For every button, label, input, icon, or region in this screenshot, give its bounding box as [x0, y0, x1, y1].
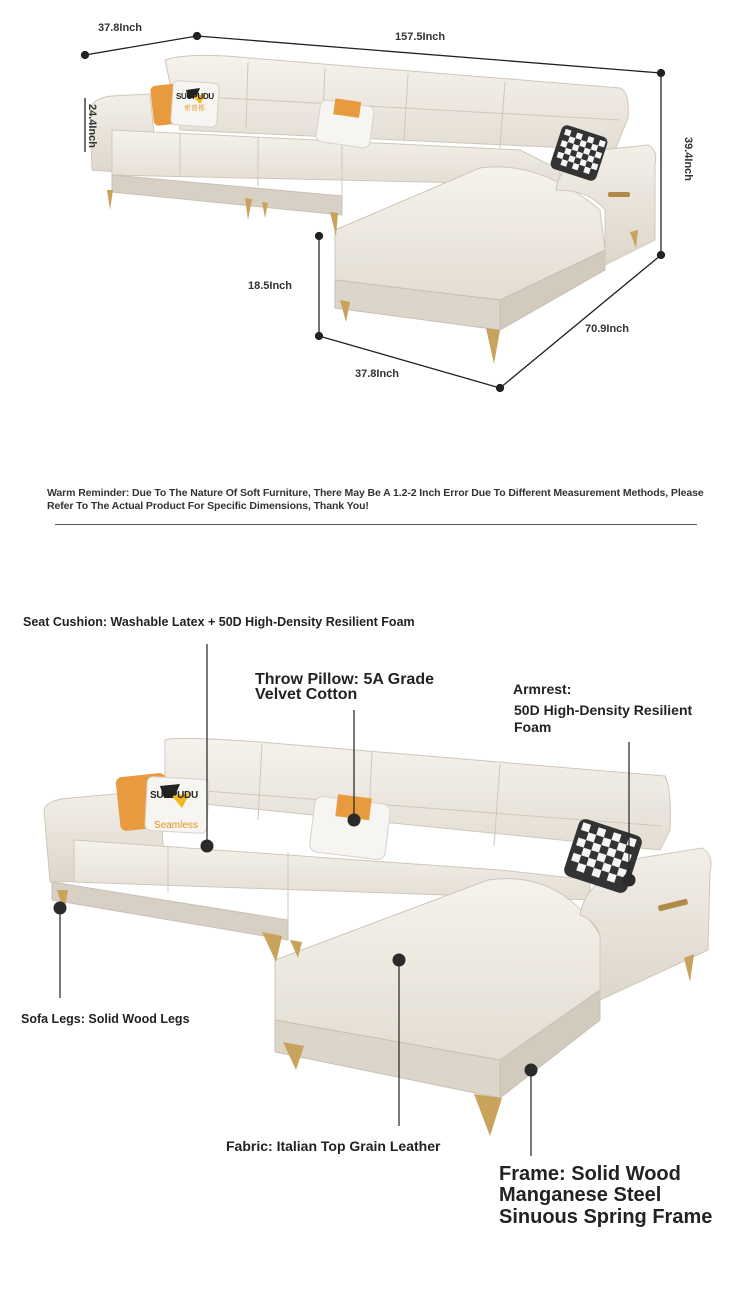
dim-total-height: 39.4Inch: [682, 137, 694, 182]
pillow-brand-chinese: 索普都: [184, 105, 205, 112]
dim-chaise-width: 37.8Inch: [355, 368, 400, 380]
feature-sofa-legs: Sofa Legs: Solid Wood Legs: [21, 1012, 190, 1026]
dim-total-length: 157.5Inch: [395, 31, 446, 43]
dim-top-left-width: 37.8Inch: [98, 22, 143, 34]
dim-seat-height: 18.5Inch: [248, 280, 293, 292]
feature-armrest-line1: 50D High-Density Resilient: [514, 702, 693, 718]
pillow-brand-top: SUOPUDU: [176, 92, 214, 101]
feature-fabric: Fabric: Italian Top Grain Leather: [226, 1138, 441, 1154]
feature-frame-line2: Manganese Steel: [499, 1184, 662, 1206]
feature-frame-line3: Sinuous Spring Frame: [499, 1206, 713, 1228]
pillow-brand-sub: Seamless: [154, 820, 198, 831]
feature-throw-pillow-line2: Velvet Cotton: [255, 686, 358, 703]
feature-seat-cushion: Seat Cushion: Washable Latex + 50D High-Density Resilient Foam: [23, 615, 415, 629]
feature-armrest-line2: Foam: [514, 719, 552, 735]
feature-throw-pillow-line1: Throw Pillow: 5A Grade: [255, 671, 434, 688]
pillow-brand-bottom: SUOPUDU: [150, 790, 198, 801]
dim-chaise-depth: 70.9Inch: [585, 323, 630, 335]
feature-armrest-title: Armrest:: [513, 681, 572, 697]
dim-arm-height: 24.4Inch: [86, 104, 98, 149]
feature-frame-line1: Frame: Solid Wood: [499, 1163, 681, 1185]
warm-reminder: Warm Reminder: Due To The Nature Of Soft Furniture, There May Be A 1.2-2 Inch Error Due To Different Measurement Methods, Please Refer To The Actual Product For Specific Dimensions, Thank You!: [47, 487, 704, 512]
